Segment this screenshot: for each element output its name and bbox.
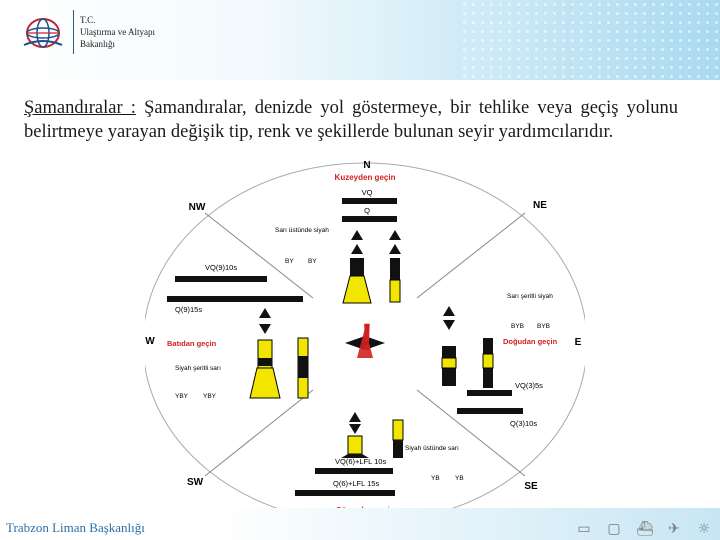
- north-beacon-black: [390, 258, 400, 280]
- header-dot-pattern: [460, 0, 720, 80]
- north-color-label: Sarı üstünde siyah: [275, 227, 329, 234]
- south-code-2: YB: [455, 475, 464, 482]
- west-code-2: YBY: [203, 393, 217, 400]
- ministry-line-2: Ulaştırma ve Altyapı: [80, 27, 155, 37]
- north-title: Kuzeyden geçin: [334, 173, 396, 182]
- west-flash-bar-1: [175, 276, 267, 282]
- danger-mark: !: [360, 317, 374, 359]
- south-light-2: Q(6)+LFL 15s: [333, 479, 380, 488]
- logo-divider: [73, 10, 74, 54]
- east-flash-bar-2: [457, 408, 523, 414]
- plane-icon: ✈: [668, 521, 680, 537]
- compass-w: W: [145, 336, 155, 347]
- west-flash-bar-2: [167, 296, 303, 302]
- west-beacon-band: [298, 356, 308, 378]
- globe-icon: [18, 12, 68, 52]
- compass-sw: SW: [186, 477, 204, 488]
- east-code-1: BYB: [511, 323, 525, 330]
- rail-icon: ▭: [577, 521, 591, 537]
- east-light-2: Q(3)10s: [510, 419, 538, 428]
- east-color-label: Sarı şeritli siyah: [507, 293, 553, 300]
- north-code-1: BY: [285, 258, 294, 265]
- ship-icon: ⛴: [636, 521, 654, 537]
- footer-org: Trabzon Liman Başkanlığı: [6, 520, 145, 535]
- ministry-logo: [18, 12, 68, 52]
- west-buoy-band: [258, 358, 272, 366]
- sun-icon: ☼: [697, 521, 711, 537]
- ministry-line-1: T.C.: [80, 15, 96, 25]
- west-color-label: Siyah şeritli sarı: [175, 365, 221, 372]
- north-light-1: VQ: [361, 188, 373, 197]
- bus-icon: ▢: [607, 521, 621, 537]
- south-beacon-yellow: [393, 420, 403, 440]
- west-code-1: YBY: [175, 393, 189, 400]
- definition-text: Şamandıralar, denizde yol göstermeye, bir tehlike veya geçiş yolunu belirtmeye yarayan değişik tip, renk ve şekillerde bulunan seyir yardımcılarıdır.: [24, 98, 679, 142]
- ministry-line-3: Bakanlığı: [80, 39, 115, 49]
- definition-term: Şamandıralar :: [24, 98, 136, 118]
- north-light-2: Q: [364, 206, 370, 215]
- south-light-1: VQ(6)+LFL 10s: [335, 457, 387, 466]
- west-light-1: VQ(9)10s: [205, 263, 238, 272]
- south-flash-bar-2: [295, 490, 395, 496]
- east-light-1: VQ(3)5s: [515, 381, 543, 390]
- south-beacon-black: [393, 440, 403, 458]
- compass-n: N: [363, 160, 371, 171]
- footer: [0, 508, 720, 540]
- footer-icons: [576, 521, 712, 537]
- compass-ne: NE: [533, 200, 547, 211]
- north-code-2: BY: [308, 258, 317, 265]
- definition-paragraph: [24, 96, 678, 144]
- compass-nw: NW: [188, 202, 206, 213]
- east-title: Doğudan geçin: [503, 337, 558, 346]
- south-buoy-yellow: [348, 436, 362, 454]
- north-flash-bar-2: [342, 216, 397, 222]
- west-light-2: Q(9)15s: [175, 305, 203, 314]
- south-code-1: YB: [431, 475, 440, 482]
- east-code-2: BYB: [537, 323, 551, 330]
- compass-se: SE: [524, 481, 538, 492]
- compass-e: E: [574, 337, 582, 348]
- north-beacon-yellow: [390, 280, 400, 302]
- cardinal-marks-diagram: [145, 158, 585, 528]
- ministry-name: [80, 14, 155, 50]
- east-flash-bar-1: [467, 390, 512, 396]
- south-color-label: Siyah üstünde sarı: [405, 445, 459, 452]
- east-buoy-band: [442, 358, 456, 368]
- west-title: Batıdan geçin: [167, 339, 217, 348]
- east-beacon-band: [483, 354, 493, 368]
- north-flash-bar-1: [342, 198, 397, 204]
- south-flash-bar-1: [315, 468, 393, 474]
- north-buoy-black: [350, 258, 364, 276]
